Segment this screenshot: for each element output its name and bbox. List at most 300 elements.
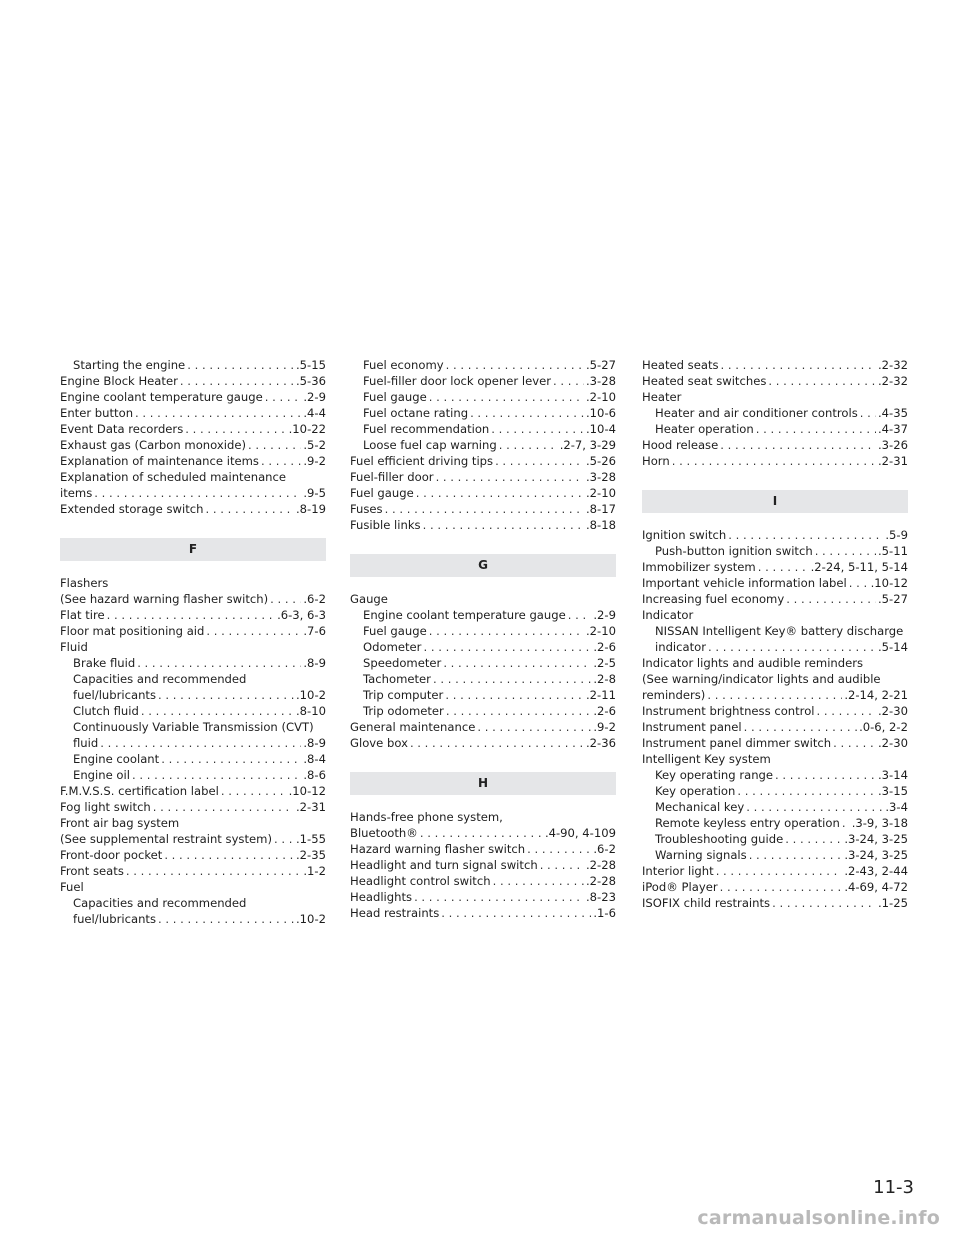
dot-leader — [775, 767, 876, 783]
index-subentry — [642, 405, 908, 421]
dot-leader — [416, 485, 584, 501]
dot-leader — [187, 357, 294, 373]
section-header: H — [350, 772, 616, 795]
entry-label: (See supplemental restraint system) — [60, 832, 272, 846]
dot-leader — [728, 527, 883, 543]
entry-page-ref: .3-14 — [878, 768, 908, 782]
section-header: I — [642, 490, 908, 513]
entry-page-ref: .2-7, 3-29 — [559, 438, 616, 452]
index-subentry — [642, 543, 908, 559]
entry-label: Extended storage switch — [60, 502, 204, 516]
entry-page-ref: .10-4 — [586, 422, 616, 436]
entry-label: fuel/lubricants — [73, 688, 157, 702]
entry-label: Head restraints — [350, 906, 440, 920]
index-entry — [642, 703, 908, 719]
entry-page-ref: .6-2 — [593, 842, 616, 856]
index-subentry — [60, 767, 326, 783]
dot-leader — [756, 421, 876, 437]
entry-page-ref: .6-3, 6-3 — [277, 608, 326, 622]
index-subentry — [60, 895, 326, 911]
entry-page-ref: .3-9, 3-18 — [851, 816, 908, 830]
index-entry — [642, 373, 908, 389]
dot-leader — [164, 847, 294, 863]
index-subentry — [60, 751, 326, 767]
entry-label: items — [60, 486, 93, 500]
entry-label: Fuel gauge — [363, 390, 427, 404]
index-subentry — [642, 831, 908, 847]
entry-label: Starting the engine — [73, 358, 186, 372]
dot-leader — [100, 735, 301, 751]
entry-label: Fuel octane rating — [363, 406, 469, 420]
dot-leader — [737, 783, 876, 799]
dot-leader — [568, 607, 592, 623]
dot-leader — [744, 719, 857, 735]
index-subentry — [350, 389, 616, 405]
entry-label: Heater operation — [655, 422, 754, 436]
index-column-3 — [642, 357, 908, 911]
entry-page-ref: .7-6 — [303, 624, 326, 638]
index-entry — [350, 857, 616, 873]
index-subentry — [642, 421, 908, 437]
entry-page-ref: .5-9 — [885, 528, 908, 542]
index-entry — [350, 841, 616, 857]
entry-label: Warning signals — [655, 848, 747, 862]
entry-page-ref: .3-26 — [878, 438, 908, 452]
dot-leader — [132, 767, 301, 783]
dot-leader — [815, 543, 876, 559]
entry-label: Explanation of maintenance items — [60, 454, 259, 468]
index-subentry — [642, 815, 908, 831]
index-entry — [60, 575, 326, 591]
entry-page-ref: .2-31 — [296, 800, 326, 814]
entry-page-ref: .5-26 — [586, 454, 616, 468]
entry-label: Flat tire — [60, 608, 105, 622]
dot-leader — [842, 815, 850, 831]
entry-page-ref: .2-10 — [586, 390, 616, 404]
entry-label: Fuses — [350, 502, 383, 516]
dot-leader — [433, 671, 591, 687]
entry-page-ref: .2-32 — [878, 358, 908, 372]
entry-page-ref: .2-32 — [878, 374, 908, 388]
entry-label: Engine Block Heater — [60, 374, 178, 388]
entry-label: F.M.V.S.S. certification label — [60, 784, 219, 798]
index-subentry — [642, 639, 908, 655]
index-entry — [60, 405, 326, 421]
index-subentry — [642, 799, 908, 815]
entry-page-ref: .2-24, 5-11, 5-14 — [810, 560, 908, 574]
entry-label: fluid — [73, 736, 99, 750]
entry-page-ref: .8-10 — [296, 704, 326, 718]
entry-page-ref: .8-6 — [303, 768, 326, 782]
index-entry — [60, 469, 326, 485]
entry-page-ref: .9-2 — [593, 720, 616, 734]
entry-label: indicator — [655, 640, 707, 654]
entry-page-ref: .9-2 — [303, 454, 326, 468]
index-subentry — [60, 719, 326, 735]
index-entry — [350, 889, 616, 905]
dot-leader — [441, 905, 591, 921]
index-subentry — [60, 911, 326, 927]
entry-label: Troubleshooting guide — [655, 832, 784, 846]
dot-leader — [540, 857, 584, 873]
dot-leader — [261, 453, 301, 469]
index-entry — [60, 389, 326, 405]
entry-label: Instrument brightness control — [642, 704, 815, 718]
index-subentry — [642, 847, 908, 863]
entry-label: Heated seat switches — [642, 374, 767, 388]
index-subentry — [350, 639, 616, 655]
section-spacer — [642, 513, 908, 527]
dot-leader — [817, 703, 876, 719]
dot-leader — [423, 639, 591, 655]
entry-page-ref: .1-55 — [296, 832, 326, 846]
entry-page-ref: .8-23 — [586, 890, 616, 904]
entry-page-ref: .2-14, 2-21 — [844, 688, 908, 702]
index-entry — [642, 527, 908, 543]
dot-leader — [491, 421, 584, 437]
entry-label: Headlight and turn signal switch — [350, 858, 538, 872]
entry-label: Front seats — [60, 864, 124, 878]
entry-label: Instrument panel dimmer switch — [642, 736, 832, 750]
entry-label: Speedometer — [363, 656, 442, 670]
entry-page-ref: .1-25 — [878, 896, 908, 910]
dot-leader — [420, 825, 543, 841]
index-subentry — [350, 607, 616, 623]
dot-leader — [206, 623, 301, 639]
index-entry — [350, 735, 616, 751]
entry-page-ref: .5-2 — [303, 438, 326, 452]
entry-label: Front-door pocket — [60, 848, 163, 862]
entry-page-ref: .8-19 — [296, 502, 326, 516]
entry-label: Trip computer — [363, 688, 444, 702]
dot-leader — [158, 911, 294, 927]
entry-page-ref: .8-17 — [586, 502, 616, 516]
entry-page-ref: .3-15 — [878, 784, 908, 798]
dot-leader — [221, 783, 287, 799]
dot-leader — [137, 655, 301, 671]
dot-leader — [768, 373, 876, 389]
dot-leader — [527, 841, 591, 857]
index-entry — [60, 863, 326, 879]
section-header: G — [350, 554, 616, 577]
dot-leader — [720, 437, 876, 453]
dot-leader — [758, 559, 809, 575]
entry-label: Engine coolant temperature gauge — [363, 608, 566, 622]
dot-leader — [477, 719, 591, 735]
entry-page-ref: .9-5 — [303, 486, 326, 500]
watermark-link[interactable]: carmanualsonline.info — [697, 1207, 940, 1229]
index-entry — [60, 437, 326, 453]
index-subentry — [60, 671, 326, 687]
index-entry — [350, 469, 616, 485]
section-spacer — [350, 795, 616, 809]
index-subentry — [350, 671, 616, 687]
index-subentry — [350, 437, 616, 453]
entry-label: Glove box — [350, 736, 408, 750]
entry-page-ref: .8-9 — [303, 656, 326, 670]
section-spacer — [642, 469, 908, 490]
entry-label: General maintenance — [350, 720, 476, 734]
entry-page-ref: .3-4 — [885, 800, 908, 814]
entry-page-ref: .2-6 — [593, 704, 616, 718]
entry-label: Fuel economy — [363, 358, 444, 372]
dot-leader — [720, 879, 843, 895]
dot-leader — [153, 799, 294, 815]
index-entry — [350, 809, 616, 825]
entry-page-ref: .1-2 — [303, 864, 326, 878]
entry-page-ref: .2-31 — [878, 454, 908, 468]
dot-leader — [849, 575, 869, 591]
entry-page-ref: .4-69, 4-72 — [844, 880, 908, 894]
entry-label: Fog light switch — [60, 800, 151, 814]
dot-leader — [126, 863, 302, 879]
index-entry — [350, 485, 616, 501]
index-subentry — [60, 687, 326, 703]
entry-label: Engine oil — [73, 768, 130, 782]
entry-label: Remote keyless entry operation — [655, 816, 840, 830]
entry-label: Event Data recorders — [60, 422, 184, 436]
index-subentry — [350, 623, 616, 639]
index-subentry — [350, 421, 616, 437]
entry-label: Important vehicle information label — [642, 576, 847, 590]
dot-leader — [414, 889, 584, 905]
entry-label: Gauge — [350, 592, 388, 606]
entry-page-ref: .2-11 — [586, 688, 616, 702]
dot-leader — [158, 687, 294, 703]
index-entry — [350, 905, 616, 921]
section-spacer — [350, 751, 616, 772]
dot-leader — [94, 485, 301, 501]
index-entry — [350, 591, 616, 607]
index-subentry — [350, 655, 616, 671]
section-spacer — [350, 533, 616, 554]
entry-page-ref: .8-9 — [303, 736, 326, 750]
entry-label: Intelligent Key system — [642, 752, 771, 766]
index-subentry — [60, 357, 326, 373]
entry-label: Capacities and recommended — [73, 896, 247, 910]
entry-label: Increasing fuel economy — [642, 592, 785, 606]
entry-label: Headlight control switch — [350, 874, 491, 888]
entry-label: Hazard warning flasher switch — [350, 842, 526, 856]
dot-leader — [429, 389, 584, 405]
index-subentry — [350, 357, 616, 373]
entry-page-ref: .5-36 — [296, 374, 326, 388]
dot-leader — [270, 591, 301, 607]
entry-label: Continuously Variable Transmission (CVT) — [73, 720, 314, 734]
entry-page-ref: .2-35 — [296, 848, 326, 862]
entry-label: Hood release — [642, 438, 719, 452]
index-entry — [350, 517, 616, 533]
entry-label: (See hazard warning flasher switch) — [60, 592, 269, 606]
entry-page-ref: .2-5 — [593, 656, 616, 670]
entry-page-ref: .10-12 — [288, 784, 326, 798]
index-subentry — [60, 655, 326, 671]
dot-leader — [716, 863, 843, 879]
entry-page-ref: .6-2 — [303, 592, 326, 606]
entry-page-ref: .8-18 — [586, 518, 616, 532]
index-column-2 — [350, 357, 616, 921]
dot-leader — [274, 831, 294, 847]
dot-leader — [410, 735, 584, 751]
dot-leader — [707, 687, 842, 703]
entry-label: Explanation of scheduled maintenance — [60, 470, 287, 484]
index-subentry — [350, 703, 616, 719]
index-entry — [60, 485, 326, 501]
index-entry — [60, 421, 326, 437]
entry-page-ref: .2-6 — [593, 640, 616, 654]
dot-leader — [860, 405, 876, 421]
index-entry — [642, 735, 908, 751]
entry-page-ref: .10-2 — [296, 912, 326, 926]
entry-label: Indicator lights and audible reminders — [642, 656, 864, 670]
entry-page-ref: .2-43, 2-44 — [844, 864, 908, 878]
entry-page-ref: .2-28 — [586, 858, 616, 872]
dot-leader — [385, 501, 584, 517]
entry-label: (See warning/indicator lights and audible — [642, 672, 881, 686]
entry-page-ref: .10-6 — [586, 406, 616, 420]
entry-page-ref: .10-2 — [296, 688, 326, 702]
entry-label: Instrument panel — [642, 720, 742, 734]
entry-label: iPod® Player — [642, 880, 718, 894]
entry-page-ref: .3-28 — [586, 470, 616, 484]
index-entry — [60, 815, 326, 831]
dot-leader — [423, 517, 584, 533]
entry-page-ref: .4-4 — [303, 406, 326, 420]
entry-label: Interior light — [642, 864, 714, 878]
index-subentry — [60, 735, 326, 751]
entry-label: Fluid — [60, 640, 88, 654]
dot-leader — [185, 421, 286, 437]
dot-leader — [785, 831, 842, 847]
dot-leader — [470, 405, 584, 421]
index-entry — [60, 879, 326, 895]
entry-page-ref: .5-27 — [586, 358, 616, 372]
entry-page-ref: .2-10 — [586, 624, 616, 638]
index-subentry — [350, 373, 616, 389]
entry-label: Loose fuel cap warning — [363, 438, 497, 452]
entry-label: Flashers — [60, 576, 109, 590]
index-entry — [60, 623, 326, 639]
entry-label: Heater and air conditioner controls — [655, 406, 858, 420]
entry-page-ref: .2-30 — [878, 704, 908, 718]
index-entry — [60, 799, 326, 815]
entry-page-ref: .0-6, 2-2 — [859, 720, 908, 734]
index-entry — [642, 751, 908, 767]
dot-leader — [672, 453, 876, 469]
index-entry — [642, 895, 908, 911]
dot-leader — [833, 735, 876, 751]
entry-label: NISSAN Intelligent Key® battery discharge — [655, 624, 904, 638]
entry-label: Fusible links — [350, 518, 421, 532]
dot-leader — [786, 591, 876, 607]
entry-label: Heated seats — [642, 358, 719, 372]
entry-label: Horn — [642, 454, 670, 468]
entry-label: Exhaust gas (Carbon monoxide) — [60, 438, 246, 452]
index-entry — [642, 453, 908, 469]
dot-leader — [772, 895, 876, 911]
entry-page-ref: .1-6 — [593, 906, 616, 920]
index-entry — [642, 671, 908, 687]
entry-label: Fuel gauge — [363, 624, 427, 638]
index-entry — [60, 607, 326, 623]
index-entry — [642, 389, 908, 405]
entry-label: Trip odometer — [363, 704, 444, 718]
index-entry — [60, 831, 326, 847]
index-subentry — [60, 703, 326, 719]
index-entry — [642, 719, 908, 735]
dot-leader — [141, 703, 294, 719]
entry-label: Engine coolant temperature gauge — [60, 390, 263, 404]
entry-label: Heater — [642, 390, 682, 404]
entry-page-ref: .2-9 — [303, 390, 326, 404]
index-entry — [60, 591, 326, 607]
entry-page-ref: .3-28 — [586, 374, 616, 388]
entry-label: ISOFIX child restraints — [642, 896, 771, 910]
entry-label: Key operating range — [655, 768, 774, 782]
dot-leader — [446, 357, 584, 373]
dot-leader — [180, 373, 294, 389]
dot-leader — [749, 847, 843, 863]
entry-page-ref: .2-8 — [593, 672, 616, 686]
dot-leader — [495, 453, 584, 469]
entry-label: Fuel recommendation — [363, 422, 490, 436]
entry-page-ref: .2-10 — [586, 486, 616, 500]
entry-label: Headlights — [350, 890, 413, 904]
entry-page-ref: .8-4 — [303, 752, 326, 766]
dot-leader — [746, 799, 883, 815]
index-entry — [350, 873, 616, 889]
entry-page-ref: .5-11 — [878, 544, 908, 558]
entry-label: Brake fluid — [73, 656, 136, 670]
index-entry — [642, 879, 908, 895]
index-entry — [350, 719, 616, 735]
dot-leader — [493, 873, 584, 889]
index-entry — [60, 847, 326, 863]
entry-page-ref: .3-24, 3-25 — [844, 848, 908, 862]
dot-leader — [436, 469, 584, 485]
entry-label: Ignition switch — [642, 528, 727, 542]
entry-label: Fuel-filler door — [350, 470, 434, 484]
entry-label: reminders) — [642, 688, 706, 702]
section-spacer — [350, 577, 616, 591]
entry-label: Engine coolant — [73, 752, 160, 766]
index-entry — [642, 591, 908, 607]
entry-page-ref: .2-30 — [878, 736, 908, 750]
index-entry — [642, 437, 908, 453]
index-subentry — [642, 783, 908, 799]
section-spacer — [60, 561, 326, 575]
dot-leader — [553, 373, 584, 389]
index-entry — [350, 453, 616, 469]
entry-label: Capacities and recommended — [73, 672, 247, 686]
dot-leader — [206, 501, 295, 517]
entry-label: Enter button — [60, 406, 134, 420]
entry-label: Bluetooth® — [350, 826, 418, 840]
index-entry — [60, 783, 326, 799]
page-number: 11-3 — [873, 1177, 914, 1198]
entry-page-ref: .2-9 — [593, 608, 616, 622]
entry-label: Push-button ignition switch — [655, 544, 813, 558]
entry-label: Fuel efficient driving tips — [350, 454, 494, 468]
entry-page-ref: .4-35 — [878, 406, 908, 420]
dot-leader — [445, 687, 584, 703]
entry-label: Tachometer — [363, 672, 431, 686]
index-subentry — [642, 767, 908, 783]
entry-label: Fuel gauge — [350, 486, 414, 500]
entry-page-ref: .3-24, 3-25 — [844, 832, 908, 846]
entry-label: Mechanical key — [655, 800, 745, 814]
entry-page-ref: .5-27 — [878, 592, 908, 606]
